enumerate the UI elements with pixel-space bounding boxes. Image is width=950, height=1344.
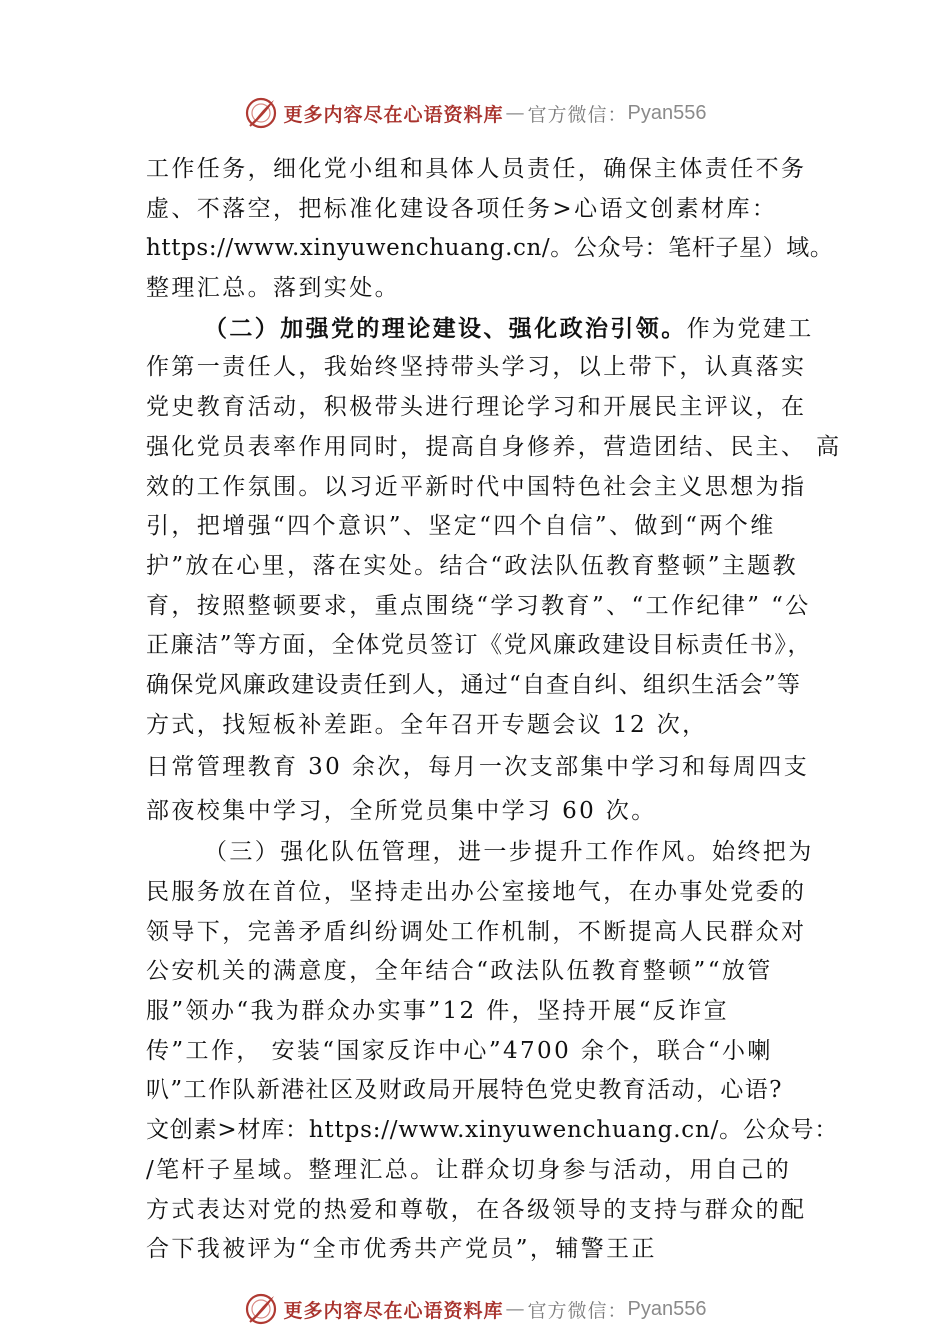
text-line: 育，按照整顿要求，重点围绕“学习教育”、“工作纪律” “公 <box>146 592 811 619</box>
text-line: 虚、不落空，把标准化建设各项任务>心语文创素材库： <box>146 195 778 222</box>
text-line: 传”工作， 安装“国家反诈中心”4700 余个，联合“小喇 <box>146 1037 773 1064</box>
text-line: （三）强化队伍管理，进一步提升工作作风。始终把为 <box>204 839 814 866</box>
watermark-wechat-label: 官方微信： <box>527 1299 628 1322</box>
text-line: 文创素>材库：https://www.xinyuwenchuang.cn/。公众号： <box>146 1117 839 1144</box>
watermark-library-text: 更多内容尽在心语资料库 <box>283 1299 504 1322</box>
text-line: 日常管理教育 30 余次，每月一次支部集中学习和每周四支 <box>146 754 810 781</box>
watermark-wechat-id: Pyan556 <box>627 1297 707 1320</box>
text-line: https://www.xinyuwenchuang.cn/。公众号：笔杆子星）域。 <box>146 235 834 262</box>
watermark-header <box>0 96 950 130</box>
quill-logo-icon <box>244 96 278 130</box>
text-line: 正廉洁”等方面，全体党员签订《党风廉政建设目标责任书》， <box>146 632 813 659</box>
text-line: 整理汇总。落到实处。 <box>146 275 400 302</box>
text-line: 方式表达对党的热爱和尊敬，在各级领导的支持与群众的配 <box>146 1196 807 1223</box>
text-line: 强化党员表率作用同时，提高自身修养，营造团结、民主、 高 <box>146 433 842 460</box>
text-line: 服”领办“我为群众办实事”12 件，坚持开展“反诈宣 <box>146 998 730 1025</box>
text-line: 作第一责任人，我始终坚持带头学习，以上带下，认真落实 <box>146 354 807 381</box>
text-line: 领导下，完善矛盾纠纷调处工作机制，不断提高人民群众对 <box>146 918 807 945</box>
text-line: 党史教育活动，积极带头进行理论学习和开展民主评议，在 <box>146 394 807 421</box>
text-line: 公安机关的满意度，全年结合“政法队伍教育整顿”“放管 <box>146 958 773 985</box>
text-line: /笔杆子星域。整理汇总。让群众切身参与活动，用自己的 <box>146 1156 792 1183</box>
text-line: 效的工作氛围。以习近平新时代中国特色社会主义思想为指 <box>146 473 807 500</box>
text-line: 叭”工作队新港社区及财政局开展特色党史教育活动，心语? <box>146 1077 783 1104</box>
text-line: 作为党建工 <box>686 315 814 342</box>
text-line: 部夜校集中学习，全所党员集中学习 60 次。 <box>146 798 657 825</box>
watermark-wechat-id: Pyan556 <box>627 101 707 124</box>
text-line: 方式，找短板补差距。全年召开专题会议 12 次， <box>146 711 708 738</box>
text-line: 合下我被评为“全市优秀共产党员”，辅警王正 <box>146 1236 657 1263</box>
document-body <box>146 150 842 1270</box>
watermark-wechat-label: 官方微信： <box>527 103 628 126</box>
text-line: 引，把增强“四个意识”、坚定“四个自信”、做到“两个维 <box>146 513 776 540</box>
text-line: 护”放在心里，落在实处。结合“政法队伍教育整顿”主题教 <box>146 552 799 579</box>
watermark-footer <box>0 1292 950 1326</box>
paragraph-2-first-line <box>146 309 836 349</box>
text-line: 民服务放在首位，坚持走出办公室接地气，在办事处党委的 <box>146 879 807 905</box>
section-heading-2: （二）加强党的理论建设、强化政治引领。 <box>204 314 687 342</box>
text-line: 工作任务，细化党小组和具体人员责任，确保主体责任不务 <box>146 156 807 182</box>
watermark-dash: — <box>505 1298 526 1320</box>
quill-logo-icon <box>244 1292 278 1326</box>
text-line: 确保党风廉政建设责任到人，通过“自查自纠、组织生活会”等 <box>146 671 802 698</box>
watermark-library-text: 更多内容尽在心语资料库 <box>283 103 504 126</box>
watermark-dash: — <box>505 102 526 124</box>
